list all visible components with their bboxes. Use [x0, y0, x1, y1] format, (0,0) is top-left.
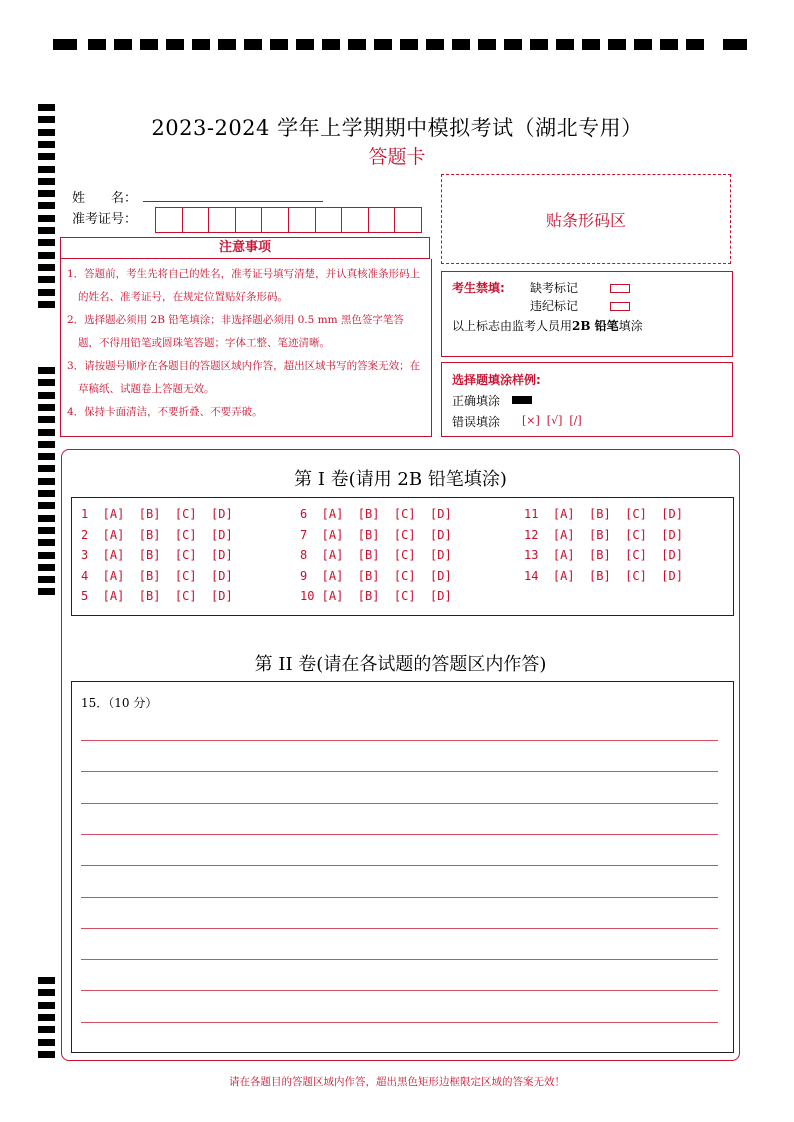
choice-question-row[interactable]: 3 [A] [B] [C] [D] — [81, 548, 233, 562]
timing-mark — [38, 502, 55, 509]
wrong-fill-label: 错误填涂 — [452, 415, 501, 429]
question-15-label: 15．（10 分） — [81, 696, 158, 710]
exam-id-digit-box[interactable] — [369, 208, 396, 232]
timing-mark — [38, 289, 55, 296]
timing-mark — [38, 588, 55, 595]
timing-mark — [38, 576, 55, 583]
timing-mark — [166, 39, 184, 50]
absent-mark-box[interactable] — [610, 284, 630, 293]
timing-mark — [38, 252, 55, 259]
choice-question-row[interactable]: 8 [A] [B] [C] [D] — [300, 548, 452, 562]
timing-mark — [686, 39, 704, 50]
timing-mark — [478, 39, 496, 50]
violation-mark-box[interactable] — [610, 302, 630, 311]
answer-writing-line — [81, 897, 718, 898]
timing-mark — [140, 39, 158, 50]
exam-id-digit-box[interactable] — [209, 208, 236, 232]
notice-item-4: 4．保持卡面清洁，不要折叠、不要弄破。 — [67, 406, 263, 418]
timing-mark — [400, 39, 418, 50]
choice-question-row[interactable]: 1 [A] [B] [C] [D] — [81, 507, 233, 521]
choice-question-row[interactable]: 13 [A] [B] [C] [D] — [524, 548, 683, 562]
timing-mark — [530, 39, 548, 50]
timing-mark — [296, 39, 314, 50]
correct-fill-sample — [512, 396, 532, 404]
timing-mark — [38, 404, 55, 411]
timing-mark — [53, 39, 77, 50]
timing-mark — [38, 441, 55, 448]
forbid-note-pre: 以上标志由监考人员用 — [452, 319, 573, 333]
choice-question-row[interactable]: 2 [A] [B] [C] [D] — [81, 527, 233, 542]
sample-title: 选择题填涂样例: — [452, 373, 541, 387]
timing-mark — [38, 1051, 55, 1058]
timing-mark — [38, 989, 55, 996]
forbid-note — [452, 317, 643, 334]
timing-mark — [608, 39, 626, 50]
timing-mark — [38, 977, 55, 984]
timing-mark — [38, 1002, 55, 1009]
timing-mark — [723, 39, 747, 50]
timing-mark — [114, 39, 132, 50]
forbid-note-bold: 2B 铅笔 — [572, 319, 619, 333]
answer-writing-line — [81, 834, 718, 835]
timing-mark — [38, 1039, 55, 1046]
timing-mark — [38, 515, 55, 522]
part1-title: 第 I 卷(请用 2B 铅笔填涂) — [294, 469, 507, 490]
choice-question-row[interactable]: 12 [A] [B] [C] [D] — [524, 527, 683, 542]
timing-mark — [556, 39, 574, 50]
notice-item-2: 2．选择题必须用 2B 铅笔填涂；非选择题必须用 0.5 mm 黑色签字笔答题，不得用铅笔或圆珠笔答题；字体工整、笔迹清晰。 — [67, 314, 404, 349]
forbid-label: 考生禁填: — [452, 281, 505, 295]
timing-mark — [38, 564, 55, 571]
exam-id-digit-box[interactable] — [316, 208, 343, 232]
notice-body — [60, 259, 432, 437]
exam-id-digit-box[interactable] — [236, 208, 263, 232]
part2-title: 第 II 卷(请在各试题的答题区内作答) — [254, 654, 547, 675]
notice-title: 注意事项 — [60, 237, 430, 259]
timing-mark — [38, 1014, 55, 1021]
timing-mark — [38, 392, 55, 399]
answer-writing-line — [81, 959, 718, 960]
timing-mark — [38, 453, 55, 460]
exam-id-digit-box[interactable] — [262, 208, 289, 232]
answer-writing-line — [81, 928, 718, 929]
name-label: 姓 名： — [72, 191, 138, 206]
timing-mark — [38, 276, 55, 283]
card-subtitle: 答题卡 — [368, 146, 426, 168]
timing-mark — [38, 239, 55, 246]
id-label: 准考证号： — [72, 212, 138, 227]
timing-mark — [244, 39, 262, 50]
choice-question-row[interactable]: 14 [A] [B] [C] [D] — [524, 568, 683, 583]
timing-mark — [38, 465, 55, 472]
notice-item-3: 3．请按题号顺序在各题目的答题区域内作答，超出区域书写的答案无效；在草稿纸、试题卷上答题无效。 — [67, 360, 421, 395]
question-15-box[interactable] — [71, 681, 734, 1053]
exam-id-digit-box[interactable] — [289, 208, 316, 232]
timing-mark — [452, 39, 470, 50]
choice-question-row[interactable]: 9 [A] [B] [C] [D] — [300, 568, 452, 583]
exam-id-digit-box[interactable] — [183, 208, 210, 232]
timing-mark — [38, 478, 55, 485]
notice-item-1: 1．答题前，考生先将自己的姓名，准考证号填写清楚，并认真核准条形码上的姓名、准考证号，在规定位置贴好条形码。 — [67, 268, 421, 303]
timing-mark — [504, 39, 522, 50]
choice-question-row[interactable]: 5 [A] [B] [C] [D] — [81, 589, 233, 603]
timing-mark — [38, 264, 55, 271]
forbid-box — [441, 271, 733, 357]
answer-writing-line — [81, 865, 718, 866]
timing-mark — [38, 1026, 55, 1033]
timing-mark — [38, 367, 55, 374]
timing-mark — [192, 39, 210, 50]
choice-question-row[interactable]: 7 [A] [B] [C] [D] — [300, 527, 452, 542]
timing-mark — [582, 39, 600, 50]
timing-mark — [38, 552, 55, 559]
timing-mark — [218, 39, 236, 50]
timing-mark — [38, 190, 55, 197]
timing-mark — [38, 379, 55, 386]
timing-mark — [348, 39, 366, 50]
timing-mark — [634, 39, 652, 50]
answer-writing-line — [81, 990, 718, 991]
answer-writing-line — [81, 1022, 718, 1023]
barcode-area — [441, 174, 731, 264]
forbid-note-post: 填涂 — [618, 319, 643, 333]
violation-mark-label: 违纪标记 — [530, 299, 579, 313]
footer-warning: 请在各题目的答题区域内作答，超出黑色矩形边框限定区域的答案无效！ — [229, 1076, 565, 1088]
choice-question-row[interactable]: 10 [A] [B] [C] [D] — [300, 589, 452, 603]
timing-mark — [426, 39, 444, 50]
timing-mark — [322, 39, 340, 50]
timing-mark — [38, 416, 55, 423]
choice-question-row[interactable]: 4 [A] [B] [C] [D] — [81, 568, 233, 583]
exam-id-digit-box[interactable] — [395, 208, 421, 232]
exam-id-boxes[interactable] — [155, 207, 422, 233]
barcode-label: 贴条形码区 — [545, 210, 626, 230]
sample-box — [441, 362, 733, 437]
wrong-fill-samples: [×] [√] [/] — [522, 414, 582, 427]
correct-fill-label: 正确填涂 — [452, 394, 501, 408]
timing-mark — [38, 178, 55, 185]
answer-writing-line — [81, 803, 718, 804]
page-title: 2023-2024 学年上学期期中模拟考试（湖北专用） — [151, 116, 643, 140]
answer-writing-line — [81, 740, 718, 741]
timing-mark — [38, 539, 55, 546]
absent-mark-label: 缺考标记 — [530, 281, 579, 295]
answer-writing-line — [81, 771, 718, 772]
exam-id-digit-box[interactable] — [342, 208, 369, 232]
choice-question-row[interactable]: 11 [A] [B] [C] [D] — [524, 507, 683, 521]
choice-question-row[interactable]: 6 [A] [B] [C] [D] — [300, 507, 452, 521]
timing-mark — [38, 227, 55, 234]
timing-mark — [270, 39, 288, 50]
exam-id-digit-box[interactable] — [156, 208, 183, 232]
timing-mark — [374, 39, 392, 50]
timing-mark — [38, 490, 55, 497]
timing-mark — [38, 215, 55, 222]
timing-mark — [38, 429, 55, 436]
name-field[interactable] — [143, 200, 323, 202]
timing-mark — [38, 527, 55, 534]
timing-mark — [660, 39, 678, 50]
timing-mark — [38, 301, 55, 308]
timing-mark — [38, 104, 55, 111]
timing-mark — [88, 39, 106, 50]
timing-mark — [38, 202, 55, 209]
